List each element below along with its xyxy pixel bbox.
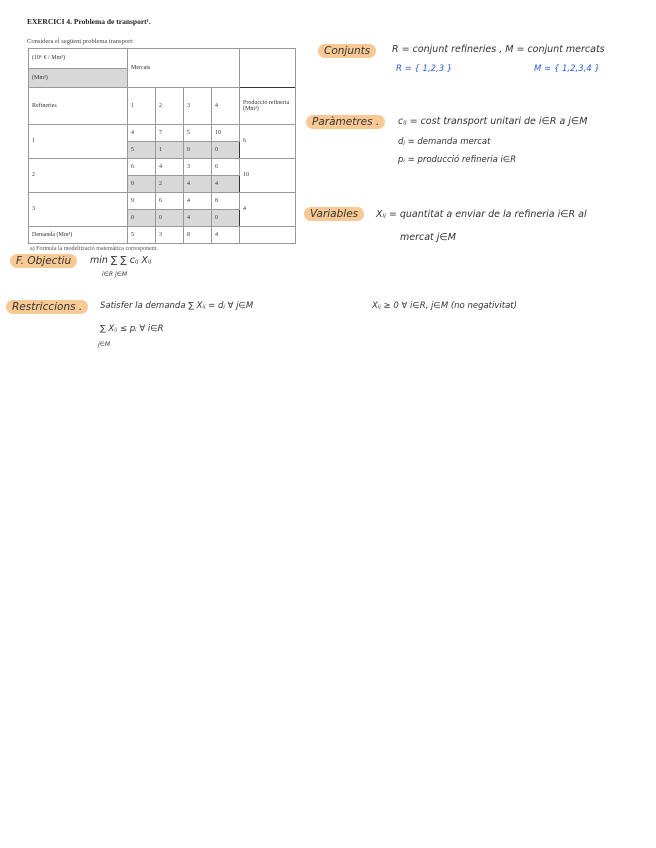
market-label: 2 <box>156 88 184 125</box>
objective-function: min ∑ ∑ cᵢⱼ Xᵢⱼ <box>90 255 152 266</box>
cost-cell: 6 <box>211 158 239 175</box>
parametres-tag: Paràmetres . <box>306 115 385 129</box>
market-label: 3 <box>184 88 212 125</box>
market-label: 4 <box>211 88 239 125</box>
demand-cell: 5 <box>128 226 156 243</box>
cost-cell: 5 <box>184 124 212 141</box>
market-label: 1 <box>128 88 156 125</box>
restriction-nonnegativity: Xᵢⱼ ≥ 0 ∀ i∈R, j∈M (no negativitat) <box>372 301 517 311</box>
cost-cell: 6 <box>128 158 156 175</box>
shaded-cell: 2 <box>156 175 184 192</box>
variables-line-1: Xᵢⱼ = quantitat a enviar de la refineria i∈R al <box>376 209 587 220</box>
shaded-cell: 0 <box>156 209 184 226</box>
shaded-cell: 0 <box>211 209 239 226</box>
markets-header: Mercats <box>128 49 240 88</box>
shaded-cell: 0 <box>128 209 156 226</box>
shaded-cell: 0 <box>184 141 212 158</box>
cost-cell: 8 <box>211 192 239 209</box>
param-demand: dⱼ = demanda mercat <box>398 137 491 147</box>
blank-cell <box>239 226 295 243</box>
variables-line-2: mercat j∈M <box>400 232 456 243</box>
demand-cell: 4 <box>211 226 239 243</box>
refinery-label: 1 <box>29 124 128 158</box>
param-cost: cᵢⱼ = cost transport unitari de i∈R a j∈M <box>398 116 588 127</box>
exercise-scan <box>22 14 298 252</box>
production-cell: 6 <box>239 124 295 158</box>
exercise-footnote: a) Formula la modelització matemàtica corresponent. <box>30 246 158 252</box>
shaded-cell: 0 <box>128 175 156 192</box>
restriction-demand: Satisfer la demanda ∑ Xᵢⱼ = dⱼ ∀ j∈M <box>100 301 254 311</box>
conjunts-r-set: R = { 1,2,3 } <box>396 64 453 74</box>
shaded-cell: 4 <box>211 175 239 192</box>
cost-cell: 6 <box>156 192 184 209</box>
cost-cell: 10 <box>211 124 239 141</box>
cost-cell: 9 <box>128 192 156 209</box>
refinery-label: 3 <box>29 192 128 226</box>
transport-table <box>28 48 296 244</box>
shaded-cell: 0 <box>211 141 239 158</box>
objective-subscripts: i∈R j∈M <box>102 271 128 278</box>
restriction-subscript: j∈M <box>98 341 111 348</box>
refinery-label: 2 <box>29 158 128 192</box>
refineries-header: Refineries <box>29 88 128 125</box>
production-cell: 4 <box>239 192 295 226</box>
exercise-title: EXERCICI 4. Problema de transport¹. <box>27 17 151 26</box>
demand-cell: 8 <box>184 226 212 243</box>
cost-cell: 4 <box>128 124 156 141</box>
shaded-cell: 4 <box>184 209 212 226</box>
production-cell: 10 <box>239 158 295 192</box>
exercise-intro: Considera el següent problema transport: <box>27 38 134 45</box>
shaded-cell: 1 <box>156 141 184 158</box>
param-production: pᵢ = producció refineria i∈R <box>398 155 517 165</box>
demand-label: Demanda (Mm³) <box>29 226 128 243</box>
shaded-cell: 4 <box>184 175 212 192</box>
unit-bottom: (Mm³) <box>29 68 128 88</box>
conjunts-m-set: M = { 1,2,3,4 } <box>534 64 600 74</box>
cost-cell: 4 <box>156 158 184 175</box>
production-header: Producció refineria (Mm³) <box>239 88 295 125</box>
unit-top: (10⁶ € / Mm³) <box>29 49 128 69</box>
cost-cell: 4 <box>184 192 212 209</box>
blank-corner <box>239 49 295 88</box>
restriction-production: ∑ Xᵢⱼ ≤ pᵢ ∀ i∈R <box>100 324 164 334</box>
conjunts-tag: Conjunts <box>318 44 376 58</box>
cost-cell: 3 <box>184 158 212 175</box>
demand-cell: 3 <box>156 226 184 243</box>
shaded-cell: 5 <box>128 141 156 158</box>
restrictions-tag: Restriccions . <box>6 300 88 314</box>
objective-tag: F. Objectiu <box>10 254 77 268</box>
variables-tag: Variables <box>304 207 364 221</box>
conjunts-text: R = conjunt refineries , M = conjunt mercats <box>392 44 605 55</box>
cost-cell: 7 <box>156 124 184 141</box>
